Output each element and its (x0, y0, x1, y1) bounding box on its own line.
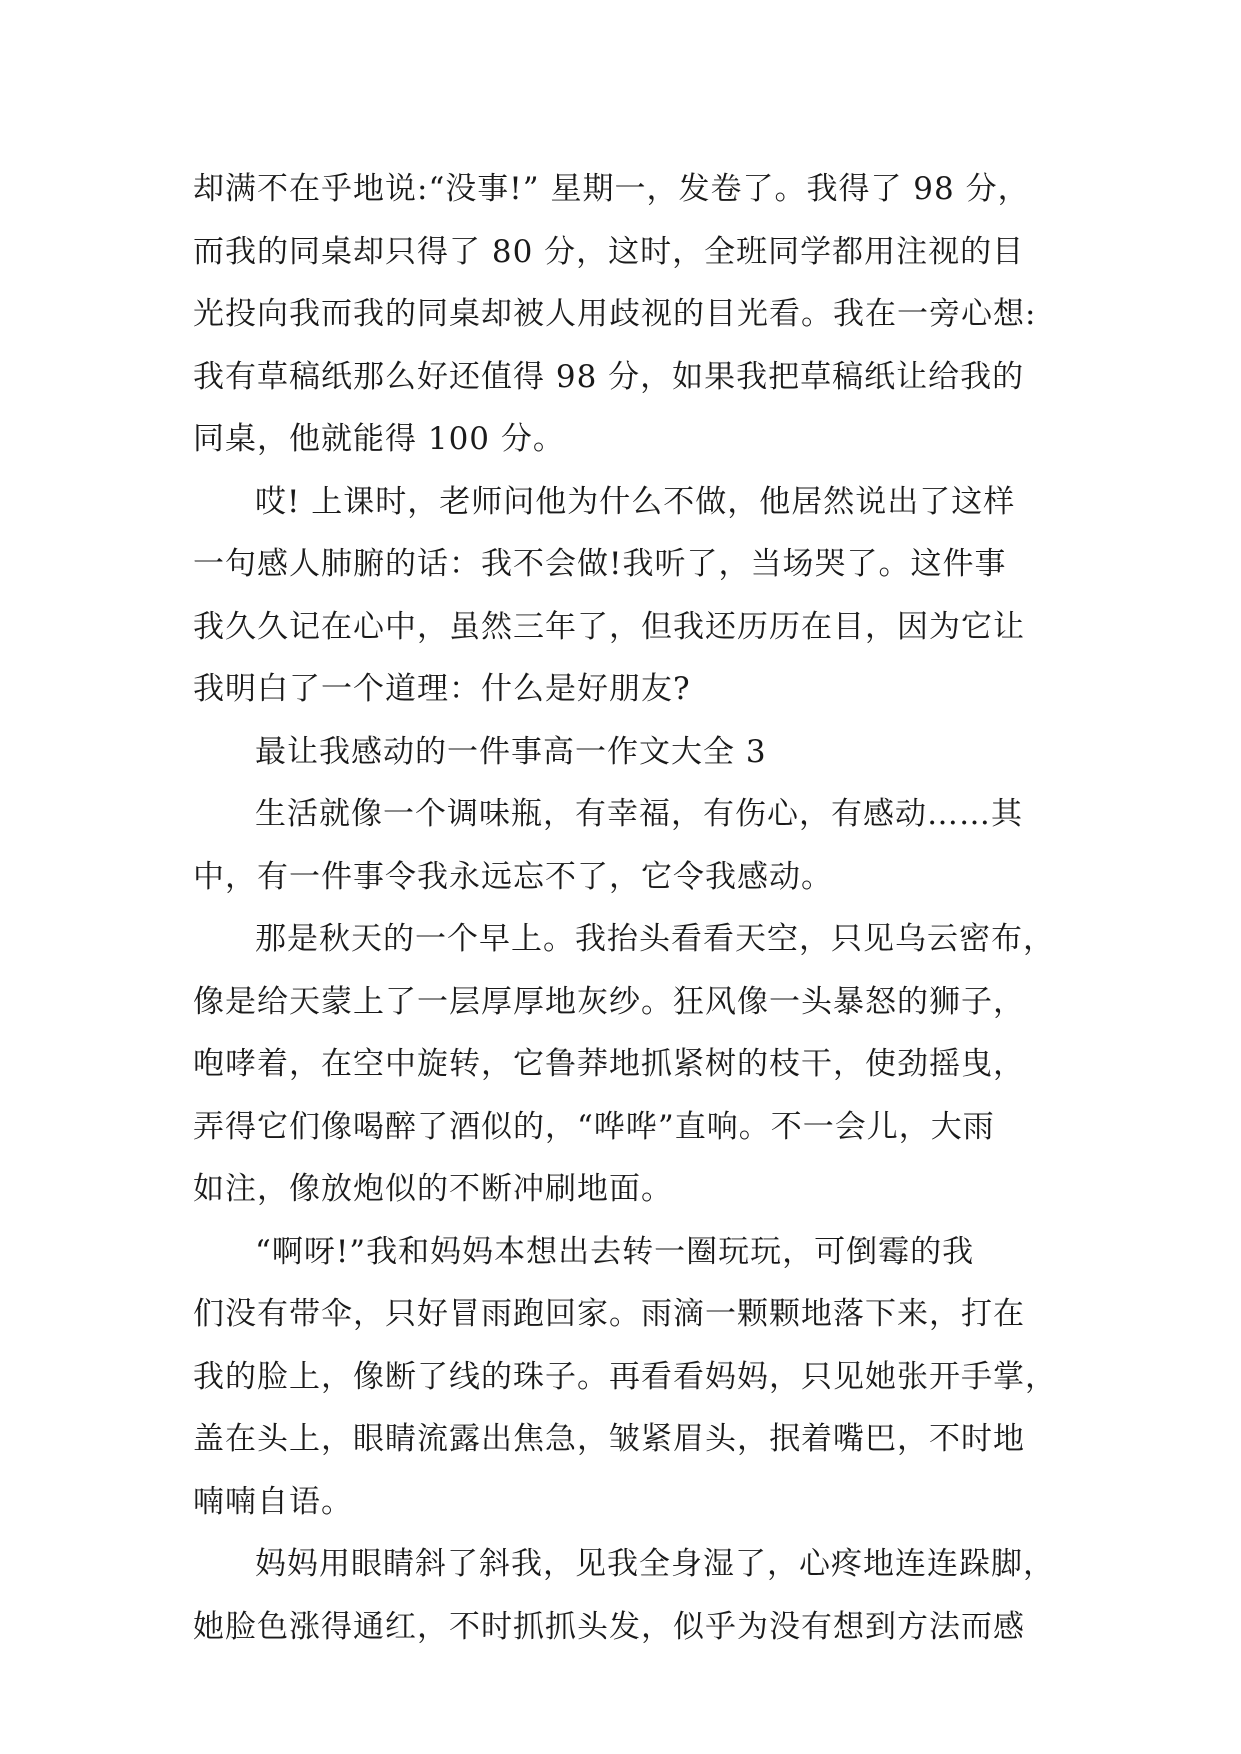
text-line: 生活就像一个调味瓶，有幸福，有伤心，有感动……其 (255, 796, 1023, 832)
text-line: 哎! 上课时，老师问他为什么不做，他居然说出了这样 (255, 483, 1016, 520)
text-line: 她脸色涨得通红，不时抓抓头发，似乎为没有想到方法而感 (193, 1608, 1025, 1645)
text-line: 光投向我而我的同桌却被人用歧视的目光看。我在一旁心想: (193, 296, 1037, 332)
text-line: “啊呀!”我和妈妈本想出去转一圈玩玩，可倒霉的我 (255, 1233, 975, 1270)
text-line: 弄得它们像喝醉了酒似的，“哗哗”直响。不一会儿，大雨 (193, 1108, 995, 1145)
text-line: 一句感人肺腑的话：我不会做!我听了，当场哭了。这件事 (193, 546, 1007, 582)
text-line: 却满不在乎地说:“没事!” 星期一，发卷了。我得了 98 分， (193, 171, 1030, 207)
text-line: 盖在头上，眼睛流露出焦急，皱紧眉头，抿着嘴巴，不时地 (193, 1421, 1025, 1457)
text-line: 像是给天蒙上了一层厚厚地灰纱。狂风像一头暴怒的狮子， (193, 983, 1025, 1020)
text-line: 我明白了一个道理：什么是好朋友? (193, 671, 691, 707)
text-line: 同桌，他就能得 100 分。 (193, 421, 565, 457)
section-heading: 最让我感动的一件事高一作文大全 3 (255, 733, 767, 770)
text-line: 咆哮着，在空中旋转，它鲁莽地抓紧树的枝干，使劲摇曳， (193, 1046, 1025, 1082)
text-line: 喃喃自语。 (193, 1483, 353, 1520)
text-line: 我有草稿纸那么好还值得 98 分，如果我把草稿纸让给我的 (193, 358, 1025, 395)
document-body (193, 158, 1055, 1658)
text-line: 们没有带伞，只好冒雨跑回家。雨滴一颗颗地落下来，打在 (193, 1296, 1025, 1332)
text-line: 我的脸上，像断了线的珠子。再看看妈妈，只见她张开手掌， (193, 1358, 1057, 1395)
text-line: 而我的同桌却只得了 80 分，这时，全班同学都用注视的目 (193, 233, 1025, 270)
text-line: 中，有一件事令我永远忘不了，它令我感动。 (193, 858, 833, 895)
text-line: 如注，像放炮似的不断冲刷地面。 (193, 1171, 673, 1207)
text-line: 那是秋天的一个早上。我抬头看看天空，只见乌云密布， (255, 921, 1055, 957)
text-line: 妈妈用眼睛斜了斜我，见我全身湿了，心疼地连连跺脚， (255, 1546, 1055, 1582)
text-line: 我久久记在心中，虽然三年了，但我还历历在目，因为它让 (193, 608, 1025, 645)
